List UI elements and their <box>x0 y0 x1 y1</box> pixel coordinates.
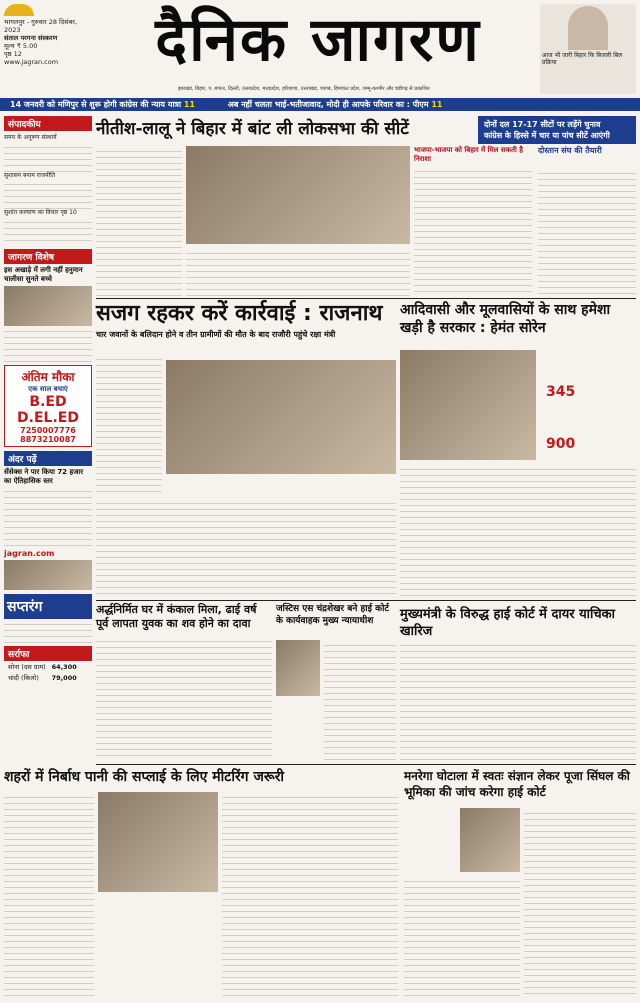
ad-phone-1[interactable]: 7250007776 <box>20 425 76 435</box>
bottom-right-headline[interactable]: मनरेगा घोटाला में स्वतः संज्ञान लेकर पूजा सिंघल की भूमिका की जांच करेगा हाई कोर्ट <box>404 769 630 799</box>
ad-course-1: B.ED <box>29 393 67 410</box>
table-row: सोना (दस ग्राम) 64,300 <box>8 662 77 671</box>
masthead-info <box>4 4 92 66</box>
right-story-headline[interactable]: आदिवासी और मूलवासियों के साथ हमेशा खड़ी है सरकार : हेमंत सोरेन <box>400 302 611 336</box>
sarafa-table <box>4 661 81 685</box>
editorial-label: संपादकीय <box>4 116 92 131</box>
website[interactable]: www.jagran.com <box>4 58 59 66</box>
editorial-item-2: सुशासन बनाम राजनीति <box>4 171 56 179</box>
side-ad[interactable] <box>540 4 636 94</box>
stat-900: 900 <box>546 436 576 452</box>
right-headline[interactable]: दोस्तान संघ की तैयारी <box>538 146 602 155</box>
singhal-photo <box>460 808 520 872</box>
ticker-1-page: 11 <box>183 100 195 109</box>
left-column <box>4 116 92 685</box>
lead-photo <box>186 146 410 244</box>
stat-345: 345 <box>546 384 576 400</box>
price: मूल्य ₹ 5.00 <box>4 42 38 50</box>
editorial-item-1: समय के अनुरूप संस्थायें <box>4 134 57 141</box>
jagran-ad-photo <box>4 560 92 590</box>
andar-label: अंदर पढ़ें <box>4 451 92 466</box>
ad-phone-2[interactable]: 8873210087 <box>20 434 76 444</box>
vishesh-label: जागरण विशेष <box>4 249 92 264</box>
second-photo <box>166 360 396 474</box>
bullet-1: दोनों दल 17-17 सीटों पर लड़ेंगे चुनाव <box>484 120 601 129</box>
states-line: झारखंड, बिहार, प. बंगाल, दिल्ली, उत्तरप्रदेश, मध्यप्रदेश, हरियाणा, उत्तराखंड, पंजाब, हिमाचल प्रदेश, जम्मू-कश्मीर और चंडीगढ़ से प्रकाशित <box>178 86 430 92</box>
ticker-2: अब नहीं चलता भाई-भतीजावाद, मोदी ही आपके परिवार का : पीएम <box>227 100 429 109</box>
mid-center-headline[interactable]: जस्टिस एस चंद्रशेखर बने हाई कोर्ट के कार्यवाहक मुख्य न्यायाधीश <box>276 604 389 626</box>
bottom-left-headline[interactable]: शहरों में निर्बाध पानी की सप्लाई के लिए मीटरिंग जरूरी <box>4 769 285 785</box>
newspaper-title: दैनिक जागरण <box>155 5 481 75</box>
second-sub: चार जवानों के बलिदान होने व तीन ग्रामीणों की मौत के बाद राजौरी पहुंचे रक्षा मंत्री <box>96 330 336 339</box>
place-date: भागलपुर - गुरुवार 28 दिसंबर, 2023 <box>4 18 78 34</box>
editorial-item-3: सुशांत कल्याण का विचार पृष्ठ 10 <box>4 209 77 216</box>
ad-title: अंतिम मौका <box>21 369 75 384</box>
second-headline[interactable]: सजग रहकर करें कार्रवाई : राजनाथ <box>96 301 383 326</box>
mid-right-headline[interactable]: मुख्यमंत्री के विरुद्ध हाई कोर्ट में दायर याचिका खारिज <box>400 607 615 639</box>
edition: संताल परगना संस्करण <box>4 34 58 42</box>
ad-sub: एक साल बचाएं <box>28 384 68 393</box>
mid-left-headline[interactable]: अर्द्धनिर्मित घर में कंकाल मिला, ढाई वर्ष पूर्व लापता युवक का शव होने का दावा <box>96 603 257 630</box>
lead-bullets <box>478 116 636 144</box>
lead-headline[interactable]: नीतीश-लालू ने बिहार में बांट ली लोकसभा की सीटें <box>96 119 409 139</box>
top-ticker[interactable] <box>0 98 640 111</box>
saptrang-banner[interactable]: सप्तरंग <box>4 594 92 619</box>
ticker-2-page: 11 <box>431 100 443 109</box>
bullet-2: कांग्रेस के हिस्से में चार या पांच सीटें आएंगी <box>484 131 610 140</box>
andar-headline: सेंसेक्स ने पार किया 72 हजार का ऐतिहासिक स्तर <box>4 467 84 485</box>
pages: पृष्ठ 12 <box>4 50 22 58</box>
lead-sidebox-headline[interactable]: भाजपा-भाजपा को बिहार में मिल सकती है निराशा <box>414 146 523 163</box>
sun-logo-icon <box>4 4 34 16</box>
vishesh-headline: इस अखाड़े में लगी नहीं हनुमान चालीसा सुनते बच्चे <box>4 265 83 283</box>
side-ad-text: आज भी जारी बिहार कि बिजली बिल प्रक्रिया <box>542 52 623 66</box>
sarafa-label: सर्राफा <box>4 646 92 661</box>
vishesh-photo <box>4 286 92 326</box>
judge-photo <box>276 640 320 696</box>
education-ad[interactable] <box>4 365 92 447</box>
water-photo <box>98 792 218 892</box>
table-row: चांदी (किलो) 79,000 <box>8 673 77 682</box>
right-story-photo <box>400 350 536 460</box>
ad-course-2: D.EL.ED <box>17 409 79 426</box>
ticker-1: 14 जनवरी को मणिपुर से शुरू होगी कांग्रेस की न्याय यात्रा <box>10 100 182 109</box>
jagran-link[interactable]: jagran.com <box>4 548 55 558</box>
person-photo-icon <box>568 6 608 50</box>
